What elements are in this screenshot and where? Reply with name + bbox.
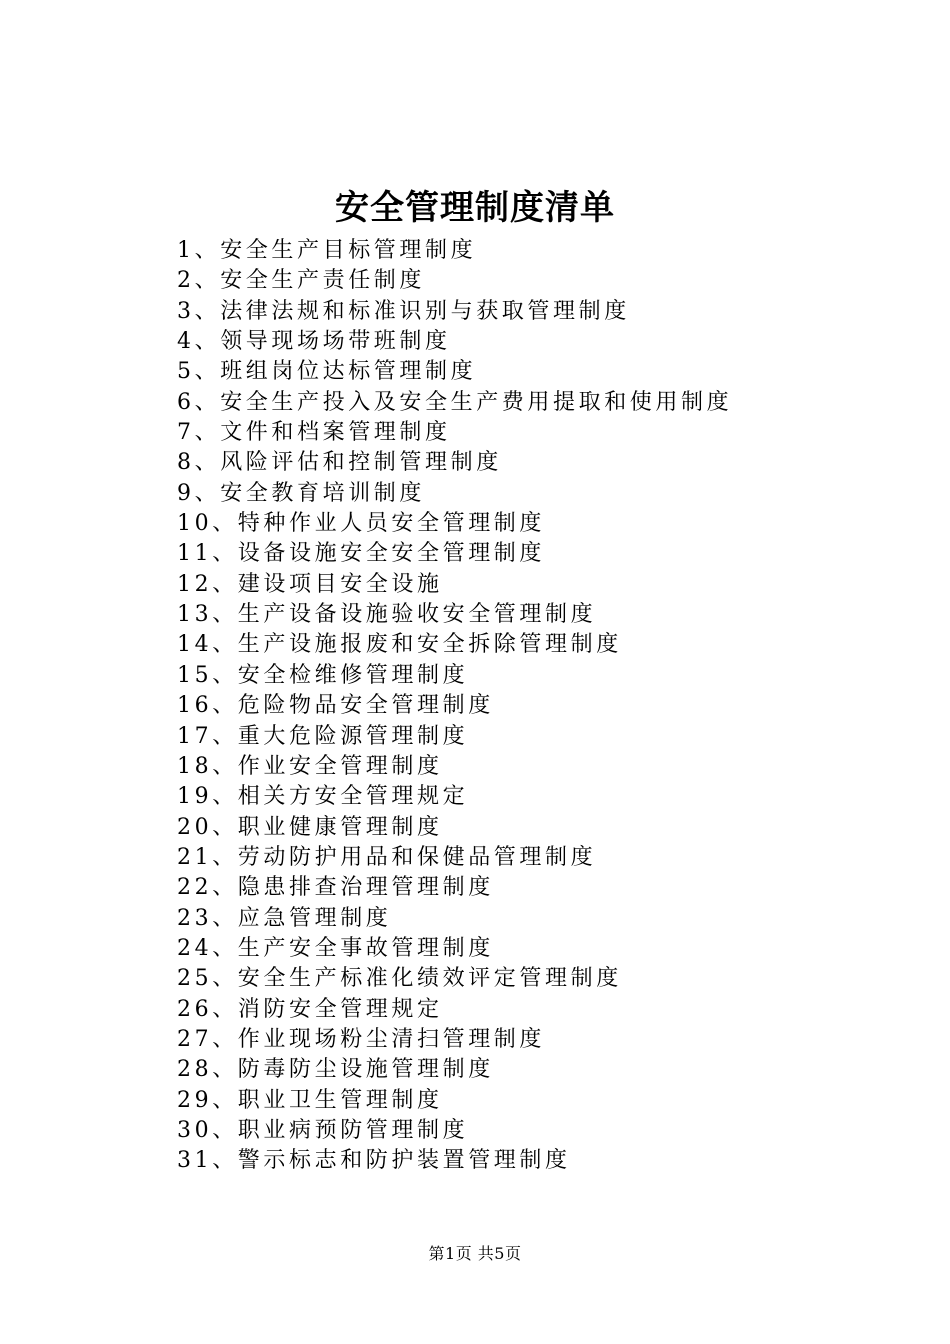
list-item: 21、劳动防护用品和保健品管理制度 [177,844,597,870]
list-item: 19、相关方安全管理规定 [177,784,469,810]
list-item: 25、安全生产标准化绩效评定管理制度 [177,966,622,992]
list-item: 30、职业病预防管理制度 [177,1117,469,1143]
page-footer: 第1页 共5页 [428,1244,522,1263]
list-item: 31、警示标志和防护装置管理制度 [177,1148,571,1174]
list-item: 10、特种作业人员安全管理制度 [177,511,545,537]
list-item: 23、应急管理制度 [177,905,392,931]
list-item: 5、班组岗位达标管理制度 [177,359,477,385]
list-item: 27、作业现场粉尘清扫管理制度 [177,1026,545,1052]
list-item: 24、生产安全事故管理制度 [177,935,494,961]
list-item: 20、职业健康管理制度 [177,814,443,840]
list-item: 8、风险评估和控制管理制度 [177,450,502,476]
list-item: 3、法律法规和标准识别与获取管理制度 [177,298,630,324]
list-item: 6、安全生产投入及安全生产费用提取和使用制度 [177,389,733,415]
list-item: 15、安全检维修管理制度 [177,662,469,688]
list-item: 7、文件和档案管理制度 [177,420,451,446]
list-item: 9、安全教育培训制度 [177,480,425,506]
list-item: 28、防毒防尘设施管理制度 [177,1057,494,1083]
list-item: 11、设备设施安全安全管理制度 [177,541,545,567]
list-item: 16、危险物品安全管理制度 [177,693,494,719]
list-item: 2、安全生产责任制度 [177,268,425,294]
list-item: 12、建设项目安全设施 [177,571,443,597]
list-item: 13、生产设备设施验收安全管理制度 [177,602,597,628]
list-item: 22、隐患排查治理管理制度 [177,875,494,901]
page-title: 安全管理制度清单 [335,188,615,228]
list-item: 17、重大危险源管理制度 [177,723,469,749]
list-item: 4、领导现场场带班制度 [177,329,451,355]
list-item: 26、消防安全管理规定 [177,996,443,1022]
list-item: 1、安全生产目标管理制度 [177,238,477,263]
list-item: 29、职业卫生管理制度 [177,1087,443,1113]
list-item: 14、生产设施报废和安全拆除管理制度 [177,632,622,658]
regulation-list [177,236,732,1177]
list-item: 18、作业安全管理制度 [177,753,443,779]
